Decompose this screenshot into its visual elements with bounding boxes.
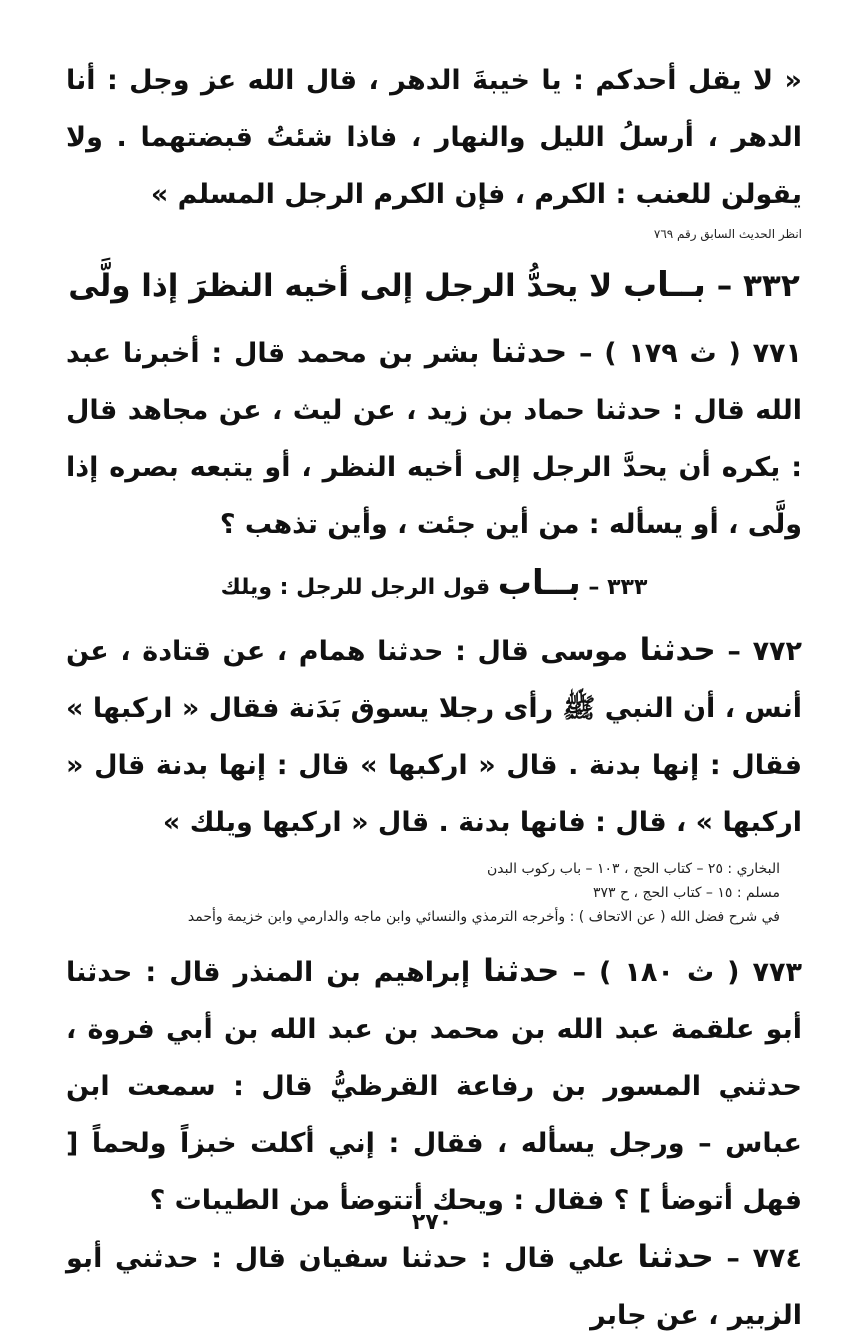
cross-reference-note: انظر الحديث السابق رقم ٧٦٩ <box>653 227 802 241</box>
haddathana-word: حدثنا <box>637 1239 714 1275</box>
footnote: مسلم : ١٥ – كتاب الحج ، ح ٣٧٣ <box>593 885 780 901</box>
chapter-number: ٣٣٣ – <box>588 575 648 600</box>
hadith-774 <box>66 1229 802 1344</box>
book-page <box>66 52 803 1331</box>
chapter-heading-332 <box>66 255 802 316</box>
chapter-title: قول الرجل للرجل : ويلك <box>220 575 491 600</box>
chapter-bab-word: بــاب <box>497 563 581 603</box>
haddathana-word: حدثنا <box>491 334 568 370</box>
chapter-heading-333 <box>66 557 802 614</box>
hadith-773 <box>66 943 802 1229</box>
hadith-text: علي قال : حدثنا سفيان قال : حدثني أبو الزبير ، عن جابر <box>66 1243 802 1331</box>
hadith-771 <box>66 324 802 553</box>
continuation-text: « لا يقل أحدكم : يا خيبةَ الدهر ، قال الله عز وجل : أنا الدهر ، أرسلُ الليل والنهار ، فاذا شئتُ قبضتهما . ولا يقولن للعنب : الكرم ، فإن الكرم الرجل المسلم » <box>66 65 802 210</box>
haddathana-word: حدثنا <box>639 632 716 668</box>
hadith-text: بشر بن محمد قال : أخبرنا عبد الله قال : حدثنا حماد بن زيد ، عن ليث ، عن مجاهد قال : يكره أن يحدَّ الرجل إلى أخيه النظر ، أو يتبعه بصره إذا ولَّى ، أو يسأله : من أين جئت ، وأين تذهب ؟ <box>66 338 802 540</box>
hadith-772 <box>66 622 802 851</box>
footnotes-772 <box>66 857 802 929</box>
chapter-bab-word: بــاب <box>622 265 706 305</box>
hadith-number: ٧٧٤ – <box>726 1243 803 1274</box>
hadith-number: ٧٧٣ ( ث ١٨٠ ) – <box>572 957 802 988</box>
hadith-number: ٧٧١ ( ث ١٧٩ ) – <box>578 338 803 369</box>
page-number: ٢٧٠ <box>411 1210 453 1235</box>
footnote: البخاري : ٢٥ – كتاب الحج ، ١٠٣ – باب ركوب البدن <box>487 861 780 877</box>
hadith-number: ٧٧٢ – <box>727 636 803 667</box>
chapter-number: ٣٣٢ – <box>716 268 800 304</box>
hadith-text: موسى قال : حدثنا همام ، عن قتادة ، عن أنس ، أن النبي ﷺ رأى رجلا يسوق بَدَنة فقال « اركبها » فقال : إنها بدنة . قال « اركبها » قال : إنها بدنة قال « اركبها » ، قال : فانها بدنة . قال « اركبها ويلك » <box>66 636 802 838</box>
footnote: في شرح فضل الله ( عن الاتحاف ) : وأخرجه الترمذي والنسائي وابن ماجه والدارمي وابن خزيمة وأحمد <box>187 909 780 925</box>
hadith-text: إبراهيم بن المنذر قال : حدثنا أبو علقمة عبد الله بن محمد بن عبد الله بن أبي فروة ، حدثني المسور بن رفاعة القرظيُّ قال : سمعت ابن عباس – ورجل يسأله ، فقال : إني أكلت خبزاً ولحماً [ فهل أتوضأ ] ؟ فقال : ويحك أتتوضأ من الطيبات ؟ <box>66 957 802 1216</box>
haddathana-word: حدثنا <box>483 953 560 989</box>
chapter-title: لا يحدُّ الرجل إلى أخيه النظرَ إذا ولَّى <box>68 268 613 304</box>
